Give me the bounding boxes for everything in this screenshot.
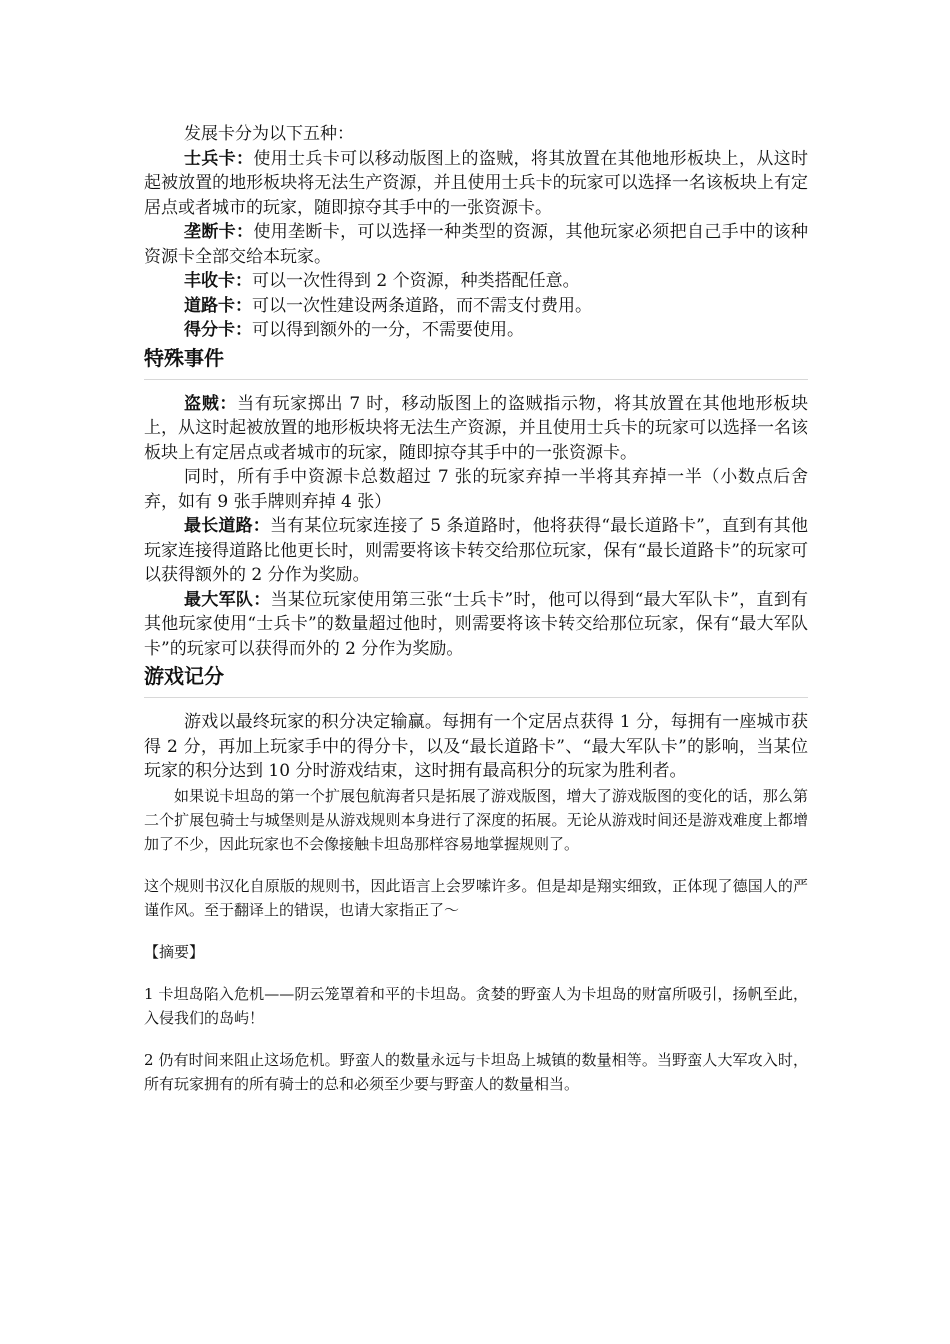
term-soldier: 士兵卡： bbox=[184, 148, 254, 169]
term-road: 道路卡： bbox=[184, 295, 252, 316]
dev-card-monopoly bbox=[144, 220, 808, 269]
text-harvest: 可以一次性得到 2 个资源，种类搭配任意。 bbox=[252, 271, 580, 291]
text-road: 可以一次性建设两条道路，而不需支付费用。 bbox=[252, 295, 592, 316]
term-monopoly: 垄断卡： bbox=[184, 222, 254, 242]
event-largest-army bbox=[144, 588, 808, 662]
heading-special-events: 特殊事件 bbox=[144, 345, 808, 380]
scoring-text: 游戏以最终玩家的积分决定输赢。每拥有一个定居点获得 1 分，每拥有一座城市获得 2 分，再加上玩家手中的得分卡，以及“最长道路卡”、“最大军队卡”的影响，当某位玩家的积分达到 10 分时游戏结束，这时拥有最高积分的玩家为胜利者。 bbox=[144, 712, 808, 781]
term-robber: 盗贼： bbox=[184, 393, 238, 414]
heading-scoring: 游戏记分 bbox=[144, 663, 808, 698]
dev-cards-intro: 发展卡分为以下五种： bbox=[184, 124, 354, 144]
text-largest-army: 当某位玩家使用第三张“士兵卡”时，他可以得到“最大军队卡”，直到有其他玩家使用“士兵卡”的数量超过他时，则需要将该卡转交给那位玩家，保有“最大军队卡”的玩家可以获得而外的 2 分作为奖励。 bbox=[144, 589, 809, 659]
event-discard: 同时，所有手中资源卡总数超过 7 张的玩家弃掉一半将其弃掉一半（小数点后舍弃，如有 9 张手牌则弃掉 4 张） bbox=[144, 467, 808, 512]
dev-card-soldier bbox=[144, 147, 808, 221]
event-longest-road bbox=[144, 514, 808, 588]
text-longest-road: 当有某位玩家连接了 5 条道路时，他将获得“最长道路卡”，直到有其他玩家连接得道路比他更长时，则需要将该卡转交给那位玩家，保有“最长道路卡”的玩家可以获得额外的 2 分作为奖励。 bbox=[144, 516, 808, 585]
dev-card-road bbox=[144, 294, 808, 319]
term-longest-road: 最长道路： bbox=[184, 516, 270, 536]
translation-note: 这个规则书汉化自原版的规则书，因此语言上会罗嗦许多。但是却是翔实细致，正体现了德国人的严谨作风。至于翻译上的错误，也请大家指正了～ bbox=[144, 876, 808, 919]
term-harvest: 丰收卡： bbox=[184, 271, 252, 291]
text-point: 可以得到额外的一分，不需要使用。 bbox=[252, 320, 524, 340]
text-robber: 当有玩家掷出 7 时，移动版图上的盗贼指示物，将其放置在其他地形板块上，从这时起被放置的地形板块将无法生产资源，并且使用士兵卡的玩家可以选择一名该板块上有定居点或者城市的玩家，随即掠夺其手中的一张资源卡。 bbox=[144, 393, 809, 463]
term-point: 得分卡： bbox=[184, 320, 252, 340]
expansion-commentary: 如果说卡坦岛的第一个扩展包航海者只是拓展了游戏版图，增大了游戏版图的变化的话，那么第二个扩展包骑士与城堡则是从游戏规则本身进行了深度的拓展。无论从游戏时间还是游戏难度上都增加了不少，因此玩家也不会像接触卡坦岛那样容易地掌握规则了。 bbox=[144, 786, 808, 853]
document-page bbox=[144, 122, 808, 1096]
summary-point-1: 1 卡坦岛陷入危机——阴云笼罩着和平的卡坦岛。贪婪的野蛮人为卡坦岛的财富所吸引，扬帆至此，入侵我们的岛屿！ bbox=[144, 984, 808, 1027]
term-largest-army: 最大军队： bbox=[184, 589, 271, 610]
summary-point-2: 2 仍有时间来阻止这场危机。野蛮人的数量永远与卡坦岛上城镇的数量相等。当野蛮人大军攻入时，所有玩家拥有的所有骑士的总和必须至少要与野蛮人的数量相当。 bbox=[144, 1050, 808, 1093]
text-monopoly: 使用垄断卡，可以选择一种类型的资源，其他玩家必须把自己手中的该种资源卡全部交给本玩家。 bbox=[144, 222, 809, 267]
event-robber bbox=[144, 392, 808, 466]
text-soldier: 使用士兵卡可以移动版图上的盗贼，将其放置在其他地形板块上，从这时起被放置的地形板块将无法生产资源，并且使用士兵卡的玩家可以选择一名该板块上有定居点或者城市的玩家，随即掠夺其手中的一张资源卡。 bbox=[144, 148, 809, 218]
dev-card-harvest bbox=[144, 269, 808, 294]
summary-label: 【摘要】 bbox=[144, 942, 205, 961]
dev-card-point bbox=[144, 318, 808, 343]
